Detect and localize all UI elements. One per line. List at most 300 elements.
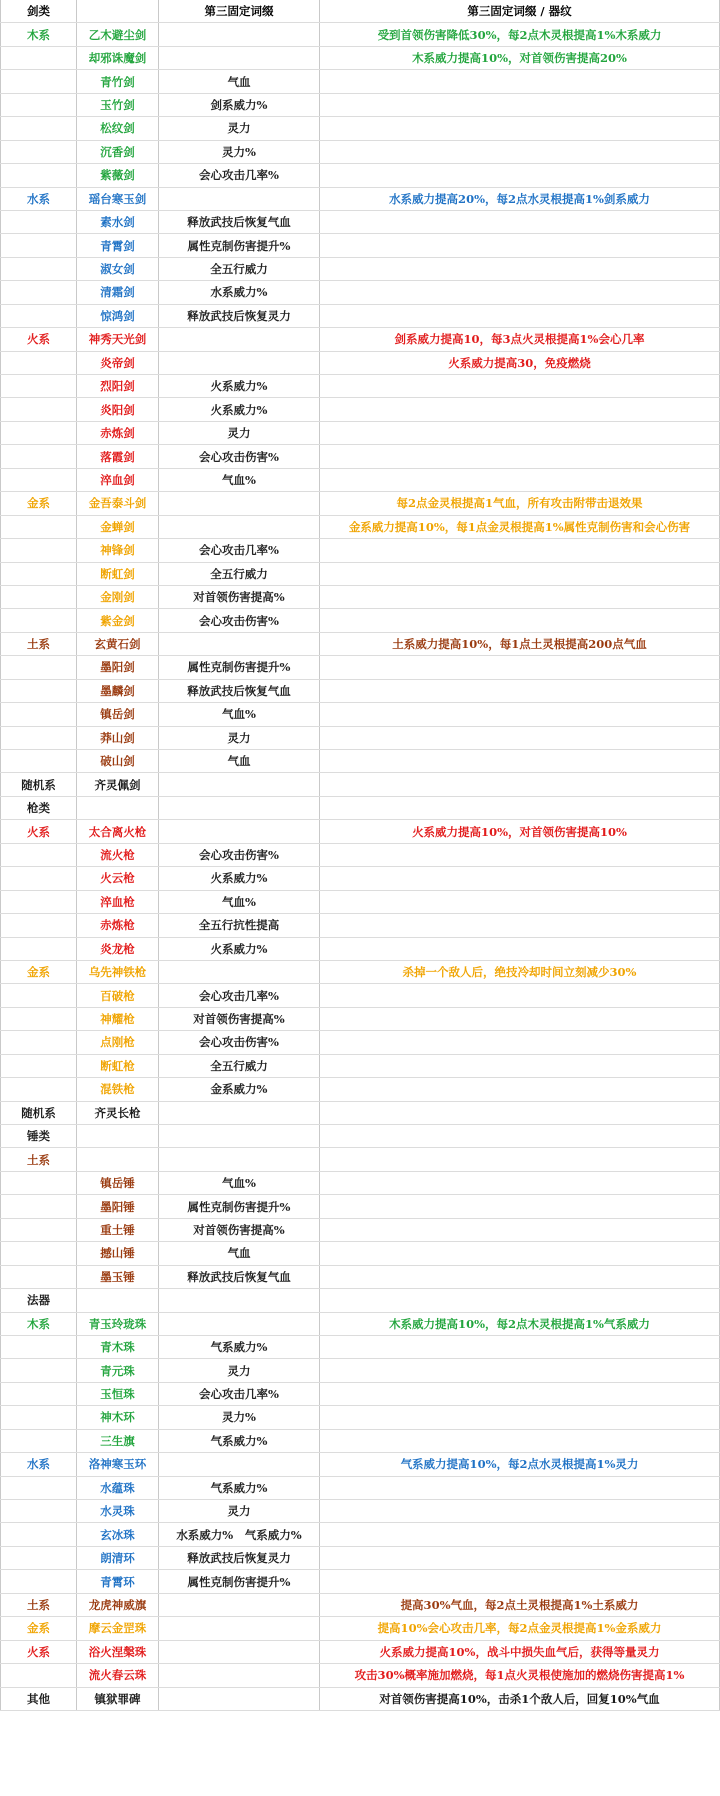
element-group-cell [1, 1054, 77, 1077]
weapon-name-cell: 摩云金罡珠 [77, 1617, 159, 1640]
affix-cell: 火系威力% [159, 867, 320, 890]
affix-cell: 气血% [159, 468, 320, 491]
weapon-name-cell [77, 796, 159, 819]
affix-cell: 灵力 [159, 726, 320, 749]
weapon-name-cell: 落霞剑 [77, 445, 159, 468]
element-group-cell [1, 1664, 77, 1687]
table-row [1, 1265, 720, 1288]
element-group-cell: 火系 [1, 820, 77, 843]
pattern-effect-cell [320, 1054, 720, 1077]
header-weapon-name [77, 0, 159, 23]
table-row [1, 257, 720, 280]
table-row [1, 304, 720, 327]
weapon-name-cell: 玉恒珠 [77, 1382, 159, 1405]
affix-cell [159, 796, 320, 819]
pattern-effect-cell [320, 1476, 720, 1499]
weapon-name-cell: 清霜剑 [77, 281, 159, 304]
pattern-effect-cell [320, 234, 720, 257]
element-group-cell [1, 656, 77, 679]
weapon-name-cell: 墨阳锤 [77, 1195, 159, 1218]
affix-cell: 灵力 [159, 421, 320, 444]
table-row [1, 1054, 720, 1077]
affix-cell: 对首领伤害提高% [159, 1007, 320, 1030]
affix-cell [159, 820, 320, 843]
weapon-name-cell: 沉香剑 [77, 140, 159, 163]
table-row [1, 398, 720, 421]
table-row [1, 796, 720, 819]
weapon-name-cell: 齐灵佩剑 [77, 773, 159, 796]
weapon-name-cell: 混铁枪 [77, 1078, 159, 1101]
weapon-name-cell: 洛神寒玉环 [77, 1453, 159, 1476]
weapon-name-cell: 青霄环 [77, 1570, 159, 1593]
pattern-effect-cell: 攻击30%概率施加燃烧，每1点火灵根使施加的燃烧伤害提高1% [320, 1664, 720, 1687]
element-group-cell [1, 1523, 77, 1546]
affix-cell: 金系威力% [159, 1078, 320, 1101]
table-row [1, 23, 720, 46]
weapon-name-cell: 神秀天光剑 [77, 328, 159, 351]
weapon-name-cell: 水灵珠 [77, 1500, 159, 1523]
table-row [1, 70, 720, 93]
pattern-effect-cell [320, 210, 720, 233]
element-group-cell [1, 304, 77, 327]
pattern-effect-cell: 木系威力提高10%，每2点木灵根提高1%气系威力 [320, 1312, 720, 1335]
table-row [1, 1078, 720, 1101]
affix-cell [159, 1640, 320, 1663]
weapon-name-cell: 惊鸿剑 [77, 304, 159, 327]
element-group-cell [1, 257, 77, 280]
affix-cell: 会心攻击几率% [159, 164, 320, 187]
table-row [1, 1007, 720, 1030]
element-group-cell: 金系 [1, 1617, 77, 1640]
weapon-name-cell: 青霄剑 [77, 234, 159, 257]
weapon-name-cell: 金吾泰斗剑 [77, 492, 159, 515]
element-group-cell: 土系 [1, 632, 77, 655]
table-row [1, 210, 720, 233]
weapon-name-cell: 赤炼剑 [77, 421, 159, 444]
pattern-effect-cell [320, 609, 720, 632]
affix-cell: 全五行威力 [159, 562, 320, 585]
pattern-effect-cell [320, 656, 720, 679]
element-group-cell [1, 117, 77, 140]
pattern-effect-cell [320, 703, 720, 726]
affix-cell: 释放武技后恢复气血 [159, 210, 320, 233]
pattern-effect-cell: 土系威力提高10%，每1点土灵根提高200点气血 [320, 632, 720, 655]
table-row [1, 234, 720, 257]
weapon-name-cell: 莽山剑 [77, 726, 159, 749]
element-group-cell [1, 867, 77, 890]
weapon-name-cell [77, 1289, 159, 1312]
pattern-effect-cell [320, 585, 720, 608]
weapon-name-cell: 三生旗 [77, 1429, 159, 1452]
element-group-cell [1, 890, 77, 913]
element-group-cell [1, 1500, 77, 1523]
element-group-cell [1, 1335, 77, 1358]
weapon-name-cell: 流火春云珠 [77, 1664, 159, 1687]
weapon-name-cell: 朗清环 [77, 1546, 159, 1569]
element-group-cell [1, 164, 77, 187]
table-row [1, 1406, 720, 1429]
table-row [1, 468, 720, 491]
affix-cell: 剑系威力% [159, 93, 320, 116]
weapon-name-cell: 浴火涅槃珠 [77, 1640, 159, 1663]
pattern-effect-cell: 每2点金灵根提高1气血，所有攻击附带击退效果 [320, 492, 720, 515]
weapon-name-cell: 断虹枪 [77, 1054, 159, 1077]
table-row [1, 1593, 720, 1616]
affix-cell [159, 1125, 320, 1148]
weapon-name-cell: 神耀枪 [77, 1007, 159, 1030]
affix-cell [159, 187, 320, 210]
element-group-cell: 其他 [1, 1687, 77, 1710]
affix-cell: 气血 [159, 70, 320, 93]
table-row [1, 351, 720, 374]
table-row [1, 750, 720, 773]
pattern-effect-cell: 火系威力提高30，免疫燃烧 [320, 351, 720, 374]
table-row [1, 820, 720, 843]
header-affix-pattern: 第三固定词缀 / 器纹 [320, 0, 720, 23]
pattern-effect-cell [320, 421, 720, 444]
pattern-effect-cell [320, 1546, 720, 1569]
table-row [1, 1335, 720, 1358]
element-group-cell: 木系 [1, 23, 77, 46]
table-row [1, 632, 720, 655]
affix-cell: 灵力% [159, 1406, 320, 1429]
pattern-effect-cell [320, 140, 720, 163]
pattern-effect-cell [320, 375, 720, 398]
element-group-cell [1, 93, 77, 116]
element-group-cell [1, 1171, 77, 1194]
table-row [1, 843, 720, 866]
affix-cell: 气系威力% [159, 1476, 320, 1499]
pattern-effect-cell: 剑系威力提高10，每3点火灵根提高1%会心几率 [320, 328, 720, 351]
pattern-effect-cell [320, 281, 720, 304]
pattern-effect-cell [320, 117, 720, 140]
pattern-effect-cell [320, 93, 720, 116]
pattern-effect-cell [320, 1078, 720, 1101]
table-row [1, 656, 720, 679]
affix-cell: 火系威力% [159, 398, 320, 421]
pattern-effect-cell: 水系威力提高20%，每2点水灵根提高1%剑系威力 [320, 187, 720, 210]
pattern-effect-cell [320, 1101, 720, 1124]
affix-cell [159, 1664, 320, 1687]
table-row [1, 1429, 720, 1452]
affix-cell: 全五行威力 [159, 257, 320, 280]
affix-cell: 气血% [159, 890, 320, 913]
affix-cell: 释放武技后恢复气血 [159, 679, 320, 702]
element-group-cell [1, 937, 77, 960]
affix-cell: 火系威力% [159, 375, 320, 398]
pattern-effect-cell: 火系威力提高10%，对首领伤害提高10% [320, 820, 720, 843]
affix-cell [159, 773, 320, 796]
table-row [1, 375, 720, 398]
weapon-name-cell: 紫金剑 [77, 609, 159, 632]
element-group-cell: 随机系 [1, 773, 77, 796]
element-group-cell: 火系 [1, 1640, 77, 1663]
element-group-cell: 随机系 [1, 1101, 77, 1124]
weapon-name-cell: 炎龙枪 [77, 937, 159, 960]
pattern-effect-cell [320, 796, 720, 819]
table-row [1, 1242, 720, 1265]
pattern-effect-cell: 提高10%会心攻击几率，每2点金灵根提高1%金系威力 [320, 1617, 720, 1640]
pattern-effect-cell [320, 1031, 720, 1054]
affix-cell: 会心攻击几率% [159, 984, 320, 1007]
weapon-name-cell: 青元珠 [77, 1359, 159, 1382]
pattern-effect-cell: 受到首领伤害降低30%，每2点木灵根提高1%木系威力 [320, 23, 720, 46]
table-row [1, 140, 720, 163]
element-group-cell [1, 562, 77, 585]
table-row [1, 1312, 720, 1335]
table-row [1, 46, 720, 69]
table-row [1, 1359, 720, 1382]
affix-cell [159, 1617, 320, 1640]
affix-cell: 水系威力% 气系威力% [159, 1523, 320, 1546]
table-row [1, 609, 720, 632]
table-row [1, 867, 720, 890]
pattern-effect-cell [320, 843, 720, 866]
pattern-effect-cell [320, 937, 720, 960]
weapon-name-cell: 乙木避尘剑 [77, 23, 159, 46]
element-group-cell: 水系 [1, 1453, 77, 1476]
pattern-effect-cell: 杀掉一个敌人后，绝技冷却时间立刻减少30% [320, 960, 720, 983]
weapon-name-cell: 镇岳剑 [77, 703, 159, 726]
element-group-cell [1, 234, 77, 257]
element-group-cell [1, 445, 77, 468]
pattern-effect-cell [320, 1570, 720, 1593]
pattern-effect-cell [320, 539, 720, 562]
weapon-name-cell: 火云枪 [77, 867, 159, 890]
affix-cell [159, 492, 320, 515]
affix-cell: 属性克制伤害提升% [159, 234, 320, 257]
pattern-effect-cell [320, 1523, 720, 1546]
pattern-effect-cell [320, 398, 720, 421]
table-row [1, 117, 720, 140]
table-row [1, 1218, 720, 1241]
affix-cell: 气系威力% [159, 1429, 320, 1452]
element-group-cell [1, 750, 77, 773]
weapon-name-cell: 流火枪 [77, 843, 159, 866]
affix-cell: 属性克制伤害提升% [159, 1195, 320, 1218]
affix-cell [159, 1593, 320, 1616]
affix-cell [159, 632, 320, 655]
weapon-name-cell: 素水剑 [77, 210, 159, 233]
table-row [1, 1125, 720, 1148]
weapon-name-cell: 紫薇剑 [77, 164, 159, 187]
pattern-effect-cell: 气系威力提高10%，每2点水灵根提高1%灵力 [320, 1453, 720, 1476]
weapon-name-cell: 点刚枪 [77, 1031, 159, 1054]
table-row [1, 562, 720, 585]
pattern-effect-cell [320, 1218, 720, 1241]
affix-cell: 气系威力% [159, 1335, 320, 1358]
table-row [1, 703, 720, 726]
pattern-effect-cell [320, 1195, 720, 1218]
affix-cell [159, 1289, 320, 1312]
element-group-cell: 火系 [1, 328, 77, 351]
element-group-cell: 金系 [1, 960, 77, 983]
pattern-effect-cell [320, 1242, 720, 1265]
element-group-cell [1, 70, 77, 93]
element-group-cell [1, 398, 77, 421]
pattern-effect-cell [320, 1289, 720, 1312]
element-group-cell [1, 1406, 77, 1429]
table-row [1, 726, 720, 749]
table-row [1, 539, 720, 562]
weapon-name-cell: 青玉玲珑珠 [77, 1312, 159, 1335]
element-group-cell [1, 1195, 77, 1218]
weapon-name-cell: 神木环 [77, 1406, 159, 1429]
element-group-cell [1, 679, 77, 702]
table-row [1, 1546, 720, 1569]
weapon-name-cell: 墨阳剑 [77, 656, 159, 679]
element-group-cell [1, 515, 77, 538]
affix-cell: 释放武技后恢复气血 [159, 1265, 320, 1288]
affix-cell: 会心攻击伤害% [159, 609, 320, 632]
pattern-effect-cell [320, 1125, 720, 1148]
affix-cell: 对首领伤害提高% [159, 1218, 320, 1241]
weapon-name-cell: 百破枪 [77, 984, 159, 1007]
pattern-effect-cell [320, 1335, 720, 1358]
table-row [1, 1640, 720, 1663]
table-row [1, 328, 720, 351]
affix-cell [159, 351, 320, 374]
affix-cell: 属性克制伤害提升% [159, 1570, 320, 1593]
weapon-name-cell: 水蕴珠 [77, 1476, 159, 1499]
table-row [1, 492, 720, 515]
element-group-cell [1, 46, 77, 69]
weapon-name-cell: 断虹剑 [77, 562, 159, 585]
pattern-effect-cell [320, 1406, 720, 1429]
affix-cell: 全五行抗性提高 [159, 914, 320, 937]
table-row [1, 1500, 720, 1523]
affix-cell: 会心攻击几率% [159, 539, 320, 562]
weapon-name-cell: 墨玉锤 [77, 1265, 159, 1288]
affix-cell: 灵力 [159, 117, 320, 140]
table-row [1, 914, 720, 937]
element-group-cell [1, 1476, 77, 1499]
affix-cell [159, 1312, 320, 1335]
element-group-cell [1, 843, 77, 866]
pattern-effect-cell [320, 773, 720, 796]
affix-cell: 气血% [159, 703, 320, 726]
table-row [1, 937, 720, 960]
element-group-cell [1, 539, 77, 562]
weapon-name-cell: 金蝉剑 [77, 515, 159, 538]
pattern-effect-cell: 木系威力提高10%，对首领伤害提高20% [320, 46, 720, 69]
affix-cell: 会心攻击几率% [159, 1382, 320, 1405]
table-row [1, 1382, 720, 1405]
affix-cell: 释放武技后恢复灵力 [159, 1546, 320, 1569]
element-group-cell [1, 375, 77, 398]
weapon-name-cell: 乌先神铁枪 [77, 960, 159, 983]
affix-cell: 水系威力% [159, 281, 320, 304]
pattern-effect-cell [320, 304, 720, 327]
element-group-cell [1, 140, 77, 163]
pattern-effect-cell [320, 562, 720, 585]
table-row [1, 445, 720, 468]
affix-cell [159, 46, 320, 69]
table-row [1, 1523, 720, 1546]
element-group-cell [1, 984, 77, 1007]
affix-cell: 会心攻击伤害% [159, 843, 320, 866]
pattern-effect-cell [320, 984, 720, 1007]
affix-cell: 火系威力% [159, 937, 320, 960]
element-group-cell [1, 351, 77, 374]
element-group-cell [1, 1007, 77, 1030]
element-group-cell: 土系 [1, 1148, 77, 1171]
table-row [1, 1664, 720, 1687]
weapon-name-cell: 淬血剑 [77, 468, 159, 491]
pattern-effect-cell [320, 914, 720, 937]
element-group-cell: 枪类 [1, 796, 77, 819]
affix-cell [159, 23, 320, 46]
element-group-cell [1, 1382, 77, 1405]
weapon-name-cell: 青竹剑 [77, 70, 159, 93]
element-group-cell [1, 585, 77, 608]
element-group-cell [1, 1218, 77, 1241]
element-group-cell [1, 726, 77, 749]
element-group-cell [1, 281, 77, 304]
affix-cell: 会心攻击伤害% [159, 1031, 320, 1054]
table-row [1, 1171, 720, 1194]
element-group-cell: 水系 [1, 187, 77, 210]
weapon-name-cell: 神锋剑 [77, 539, 159, 562]
element-group-cell: 木系 [1, 1312, 77, 1335]
weapon-name-cell: 齐灵长枪 [77, 1101, 159, 1124]
pattern-effect-cell [320, 1148, 720, 1171]
element-group-cell [1, 1429, 77, 1452]
table-row [1, 515, 720, 538]
element-group-cell [1, 1031, 77, 1054]
affix-cell: 气血 [159, 1242, 320, 1265]
element-group-cell [1, 210, 77, 233]
table-row [1, 1617, 720, 1640]
affix-cell: 属性克制伤害提升% [159, 656, 320, 679]
weapon-name-cell: 墨麟剑 [77, 679, 159, 702]
table-row [1, 1195, 720, 1218]
table-row [1, 984, 720, 1007]
weapon-name-cell [77, 1125, 159, 1148]
weapon-name-cell: 破山剑 [77, 750, 159, 773]
affix-cell [159, 1101, 320, 1124]
weapon-name-cell: 金刚剑 [77, 585, 159, 608]
element-group-cell [1, 609, 77, 632]
affix-cell [159, 328, 320, 351]
element-group-cell [1, 1546, 77, 1569]
weapon-name-cell: 玄黄石剑 [77, 632, 159, 655]
table-body [1, 23, 720, 1711]
affix-cell: 对首领伤害提高% [159, 585, 320, 608]
element-group-cell [1, 1359, 77, 1382]
weapon-name-cell: 青木珠 [77, 1335, 159, 1358]
element-group-cell [1, 914, 77, 937]
affix-cell [159, 1453, 320, 1476]
weapon-name-cell: 重土锤 [77, 1218, 159, 1241]
affix-cell: 灵力 [159, 1500, 320, 1523]
affix-cell [159, 960, 320, 983]
affix-cell [159, 1687, 320, 1710]
pattern-effect-cell: 火系威力提高10%，战斗中损失血气后，获得等量灵力 [320, 1640, 720, 1663]
element-group-cell [1, 1078, 77, 1101]
pattern-effect-cell [320, 1007, 720, 1030]
pattern-effect-cell: 对首领伤害提高10%，击杀1个敌人后，回复10%气血 [320, 1687, 720, 1710]
pattern-effect-cell [320, 726, 720, 749]
pattern-effect-cell [320, 867, 720, 890]
weapon-name-cell: 镇岳锤 [77, 1171, 159, 1194]
pattern-effect-cell [320, 70, 720, 93]
affix-cell: 气血% [159, 1171, 320, 1194]
element-group-cell: 法器 [1, 1289, 77, 1312]
affix-cell: 气血 [159, 750, 320, 773]
table-row [1, 281, 720, 304]
pattern-effect-cell [320, 468, 720, 491]
